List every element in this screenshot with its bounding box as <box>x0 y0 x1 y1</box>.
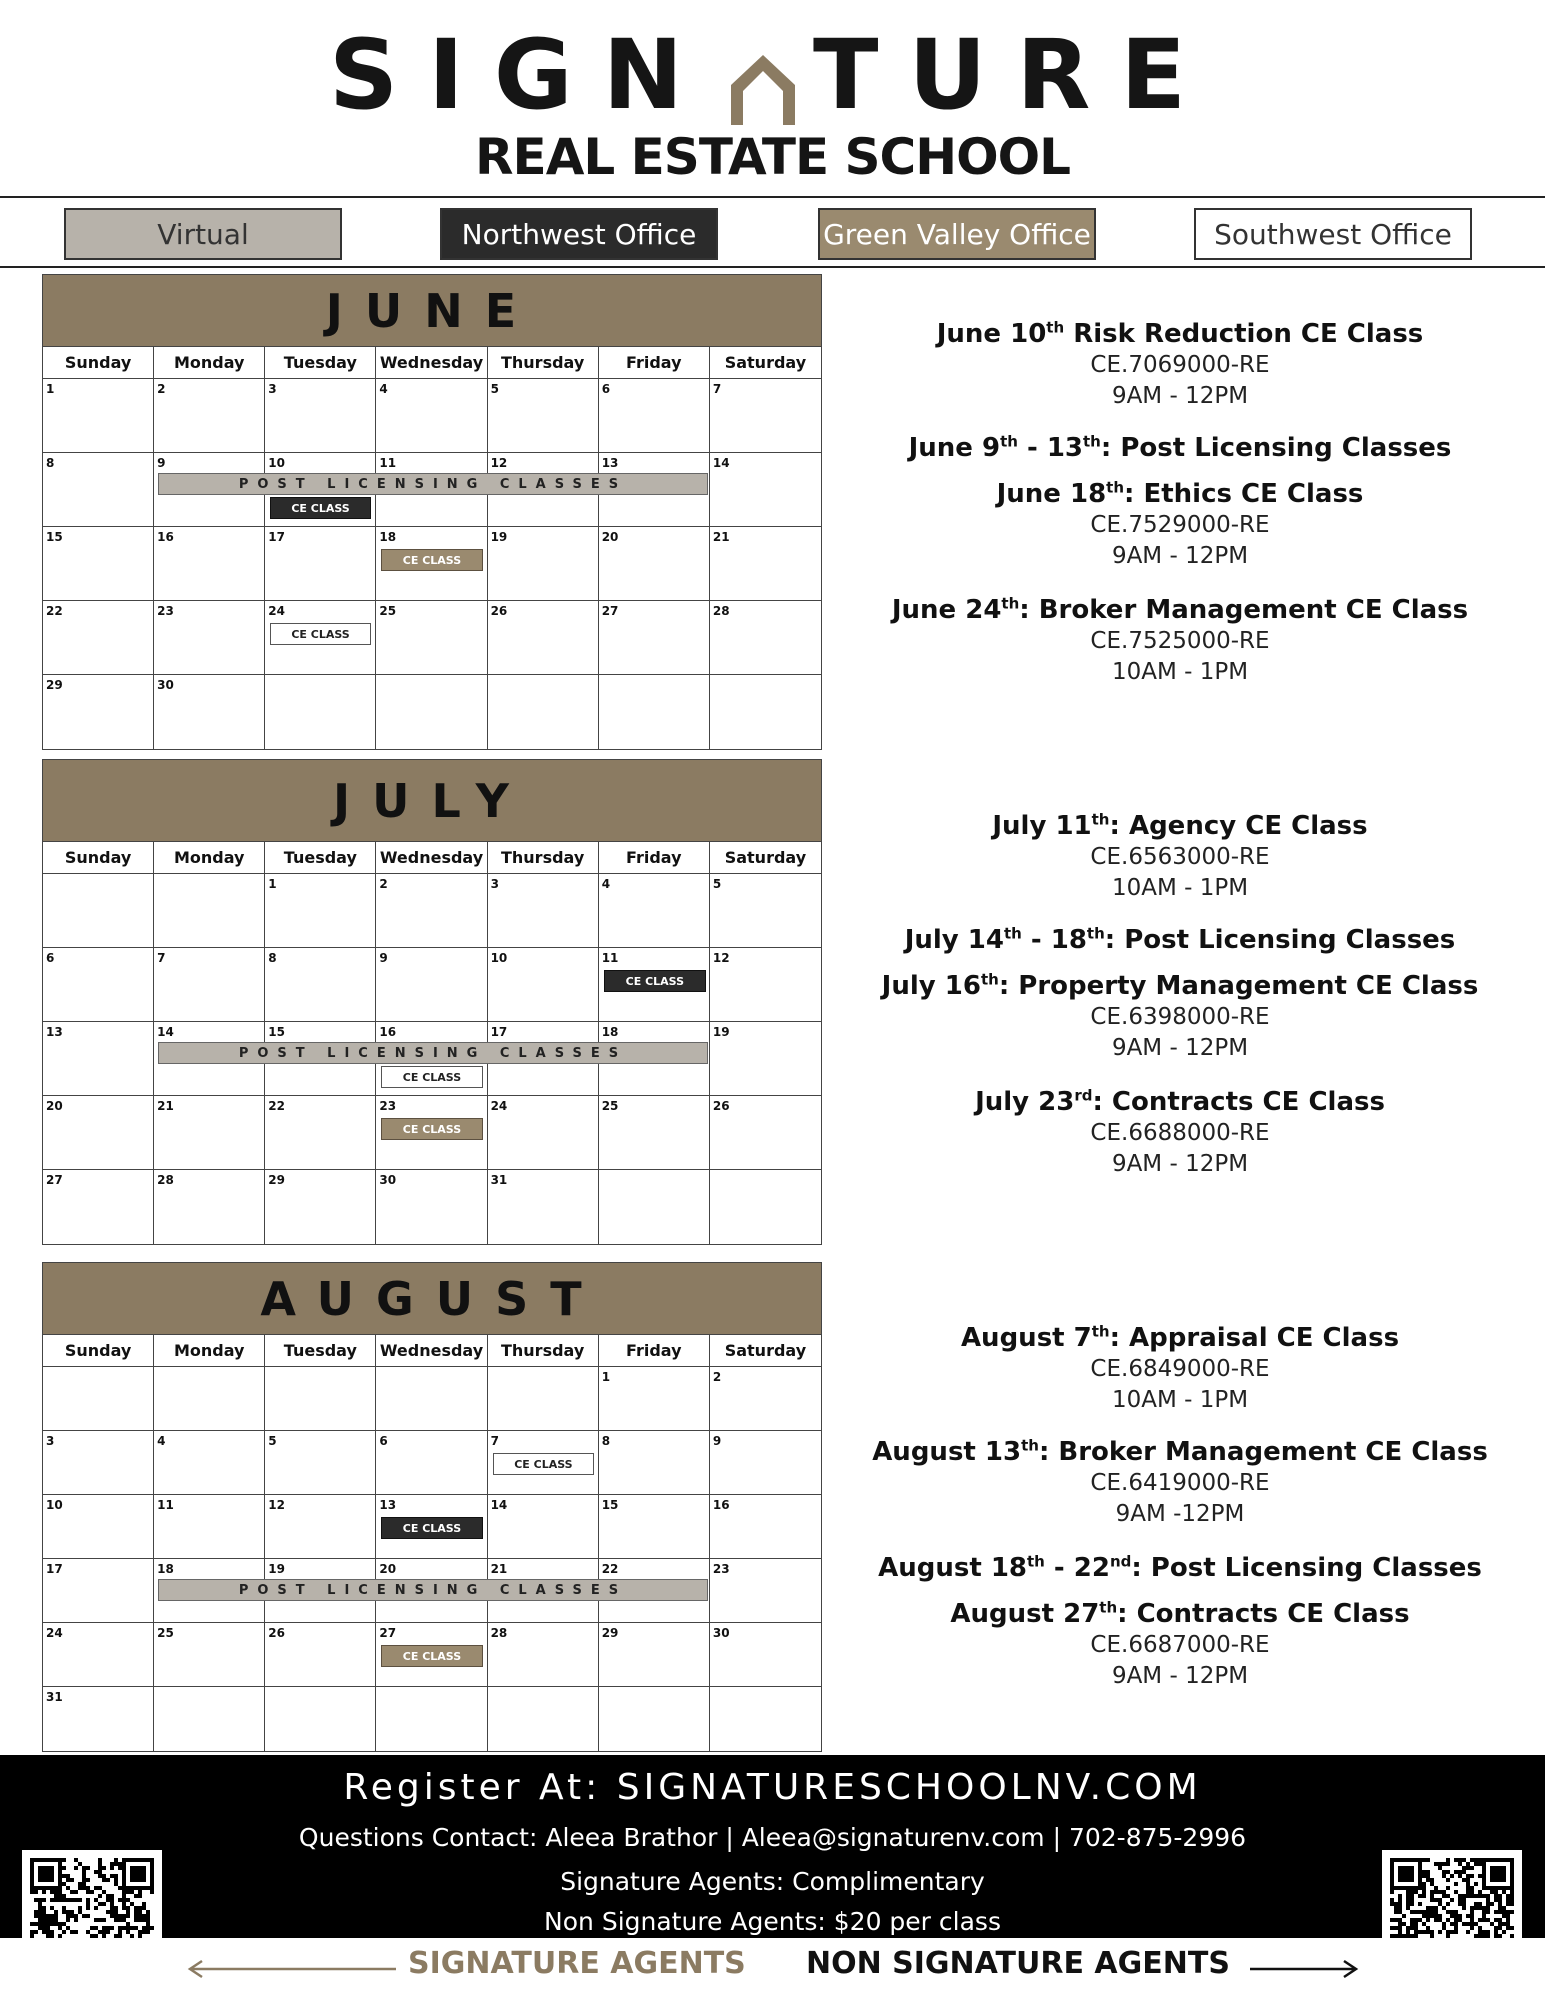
day-cell <box>43 874 154 948</box>
day-number: 18 <box>157 1562 174 1576</box>
day-number: 26 <box>490 604 508 618</box>
day-number: 5 <box>268 1434 277 1448</box>
event-code: CE.7525000-RE <box>1090 628 1270 654</box>
day-number: 31 <box>490 1173 508 1187</box>
signature-price: Signature Agents: Complimentary <box>560 1867 985 1896</box>
day-grid <box>43 379 821 749</box>
event-item <box>860 432 1500 464</box>
month-title: AUGUST <box>43 1263 821 1335</box>
event-title: August 7th: Appraisal CE Class <box>960 1322 1400 1353</box>
day-number: 15 <box>268 1025 285 1039</box>
logo <box>0 20 1545 186</box>
day-number: 24 <box>490 1099 508 1113</box>
events-august <box>860 1322 1500 1692</box>
arrow-right-icon <box>1250 1958 1360 1980</box>
weekday-tuesday: Tuesday <box>265 842 376 873</box>
day-cell <box>43 453 154 527</box>
weekday-tuesday: Tuesday <box>265 347 376 378</box>
day-cell <box>265 675 376 749</box>
day-cell <box>599 1623 710 1687</box>
day-cell <box>43 1096 154 1170</box>
day-cell <box>710 1559 821 1623</box>
day-cell <box>376 1687 487 1751</box>
day-cell <box>265 874 376 948</box>
day-cell <box>488 527 599 601</box>
day-number: 21 <box>157 1099 174 1113</box>
event-time: 9AM - 12PM <box>1111 1035 1249 1061</box>
day-cell <box>376 1367 487 1431</box>
event-title: July 14th - 18th: Post Licensing Classes <box>904 924 1456 955</box>
event-item <box>860 924 1500 956</box>
day-number: 2 <box>157 382 166 396</box>
divider <box>0 266 1545 268</box>
event-code: CE.6688000-RE <box>1090 1120 1270 1146</box>
day-number: 8 <box>601 1434 611 1448</box>
day-number: 13 <box>379 1498 397 1512</box>
day-cell <box>154 1367 265 1431</box>
event-code: CE.6398000-RE <box>1090 1004 1270 1030</box>
day-number: 14 <box>157 1025 174 1039</box>
day-number: 28 <box>490 1626 508 1640</box>
day-number: 11 <box>379 456 397 470</box>
day-number: 16 <box>379 1025 397 1039</box>
day-number: 6 <box>601 382 611 396</box>
day-cell <box>43 1170 154 1244</box>
event-item <box>860 1552 1500 1584</box>
day-number: 12 <box>712 951 730 965</box>
logo-right: TURE <box>813 19 1216 131</box>
day-number: 9 <box>379 951 388 965</box>
day-cell <box>710 675 821 749</box>
day-number: 24 <box>46 1626 63 1640</box>
event-title: August 27th: Contracts CE Class <box>950 1598 1410 1629</box>
day-number: 25 <box>157 1626 174 1640</box>
weekday-saturday: Saturday <box>724 848 807 867</box>
day-number: 27 <box>601 604 619 618</box>
non-signature-agents-label: NON SIGNATURE AGENTS <box>806 1946 1230 1981</box>
day-cell <box>599 527 710 601</box>
weekday-friday: Friday <box>599 347 710 378</box>
event-time: 9AM - 12PM <box>1111 383 1249 409</box>
day-cell <box>154 1170 265 1244</box>
day-number: 18 <box>379 530 397 544</box>
weekday-thursday: Thursday <box>488 1335 599 1366</box>
day-number: 10 <box>490 951 508 965</box>
event-title: August 18th - 22nd: Post Licensing Classes <box>878 1552 1482 1583</box>
weekday-thursday: Thursday <box>488 842 599 873</box>
calendar-august <box>42 1262 822 1752</box>
event-item <box>860 594 1500 688</box>
event-item <box>860 318 1500 412</box>
day-cell <box>154 601 265 675</box>
day-cell <box>599 601 710 675</box>
day-cell <box>265 1431 376 1495</box>
day-cell <box>154 675 265 749</box>
day-cell <box>43 675 154 749</box>
day-cell <box>43 1559 154 1623</box>
ce-class-badge: CE CLASS <box>381 1118 482 1140</box>
day-cell <box>488 948 599 1022</box>
day-cell <box>599 874 710 948</box>
day-cell <box>265 1687 376 1751</box>
day-cell <box>710 601 821 675</box>
event-item <box>860 810 1500 904</box>
day-number: 26 <box>268 1626 285 1640</box>
event-code: CE.6849000-RE <box>1090 1356 1270 1382</box>
day-grid <box>43 1367 821 1751</box>
event-title: June 9th - 13th: Post Licensing Classes <box>908 432 1452 463</box>
day-number: 27 <box>379 1626 397 1640</box>
register-text: Register At: SIGNATURESCHOOLNV.COM <box>343 1767 1202 1808</box>
day-cell <box>599 1687 710 1751</box>
day-number: 8 <box>268 951 277 965</box>
day-number: 29 <box>268 1173 285 1187</box>
day-number: 11 <box>157 1498 174 1512</box>
day-cell <box>599 1495 710 1559</box>
event-time: 9AM - 12PM <box>1111 1151 1249 1177</box>
day-number: 5 <box>712 877 722 891</box>
logo-wordmark <box>0 20 1545 130</box>
event-item <box>860 1436 1500 1530</box>
day-number: 4 <box>157 1434 166 1448</box>
post-licensing-bar: POST LICENSING CLASSES <box>158 1579 707 1601</box>
ce-class-badge: CE CLASS <box>493 1453 594 1475</box>
event-item <box>860 478 1500 572</box>
ce-class-badge: CE CLASS <box>270 623 371 645</box>
month-title: JUNE <box>43 275 821 347</box>
weekday-monday: Monday <box>154 347 265 378</box>
day-cell <box>710 1170 821 1244</box>
day-number: 11 <box>601 951 619 965</box>
day-number: 30 <box>712 1626 730 1640</box>
weekday-wednesday: Wednesday <box>376 1335 487 1366</box>
day-cell <box>154 948 265 1022</box>
day-number: 3 <box>490 877 499 891</box>
day-cell <box>43 527 154 601</box>
day-number: 19 <box>712 1025 730 1039</box>
weekday-friday: Friday <box>599 1335 710 1366</box>
day-number: 27 <box>46 1173 63 1187</box>
ce-class-badge: CE CLASS <box>270 497 371 519</box>
day-number: 20 <box>379 1562 397 1576</box>
agent-bar <box>0 1938 1545 2000</box>
event-item <box>860 1598 1500 1692</box>
day-number: 1 <box>601 1370 611 1384</box>
day-number: 2 <box>379 877 388 891</box>
day-cell <box>265 379 376 453</box>
day-cell <box>599 675 710 749</box>
day-number: 29 <box>46 678 63 692</box>
day-cell <box>376 601 487 675</box>
event-time: 9AM -12PM <box>1115 1501 1245 1527</box>
day-number: 23 <box>379 1099 397 1113</box>
day-cell <box>710 1495 821 1559</box>
weekday-monday: Monday <box>154 842 265 873</box>
day-cell <box>488 675 599 749</box>
day-number: 19 <box>490 530 508 544</box>
day-cell <box>265 527 376 601</box>
weekday-sunday: Sunday <box>43 347 154 378</box>
events-july <box>860 810 1500 1180</box>
location-legend <box>0 208 1545 260</box>
day-cell <box>488 1096 599 1170</box>
day-number: 15 <box>601 1498 619 1512</box>
day-cell <box>265 948 376 1022</box>
day-number: 5 <box>490 382 499 396</box>
day-cell <box>265 1623 376 1687</box>
day-number: 16 <box>712 1498 730 1512</box>
day-cell <box>488 1367 599 1431</box>
day-cell <box>599 379 710 453</box>
non-signature-price: Non Signature Agents: $20 per class <box>544 1907 1001 1936</box>
event-title: June 24th: Broker Management CE Class <box>891 594 1469 625</box>
calendar-june <box>42 274 822 750</box>
event-time: 9AM - 12PM <box>1111 543 1249 569</box>
event-code: CE.7069000-RE <box>1090 352 1270 378</box>
day-cell <box>599 1170 710 1244</box>
legend-northwest: Northwest Office <box>440 208 718 260</box>
day-number: 22 <box>268 1099 285 1113</box>
day-number: 6 <box>46 951 55 965</box>
day-number: 26 <box>712 1099 730 1113</box>
event-code: CE.6687000-RE <box>1090 1632 1270 1658</box>
month-title: JULY <box>43 760 821 842</box>
events-june <box>860 318 1500 688</box>
event-time: 9AM - 12PM <box>1111 1663 1249 1689</box>
day-number: 15 <box>46 530 63 544</box>
calendar-july <box>42 759 822 1245</box>
day-cell <box>265 1367 376 1431</box>
day-cell <box>599 1096 710 1170</box>
weekday-saturday: Saturday <box>724 1341 807 1360</box>
day-cell <box>376 379 487 453</box>
event-title: July 11th: Agency CE Class <box>992 810 1368 841</box>
logo-subtitle: REAL ESTATE SCHOOL <box>475 128 1070 186</box>
day-cell <box>43 1367 154 1431</box>
day-number: 28 <box>712 604 730 618</box>
day-cell <box>376 1431 487 1495</box>
day-number: 30 <box>157 678 174 692</box>
day-number: 7 <box>712 382 722 396</box>
event-title: July 16th: Property Management CE Class <box>881 970 1479 1001</box>
day-cell <box>43 948 154 1022</box>
day-number: 23 <box>157 604 174 618</box>
event-item <box>860 1322 1500 1416</box>
day-number: 18 <box>601 1025 619 1039</box>
day-number: 21 <box>490 1562 508 1576</box>
arrow-left-icon <box>186 1958 396 1980</box>
day-cell <box>710 874 821 948</box>
weekday-tuesday: Tuesday <box>265 1335 376 1366</box>
day-number: 22 <box>46 604 63 618</box>
day-cell <box>488 1170 599 1244</box>
day-number: 2 <box>712 1370 722 1384</box>
day-number: 17 <box>490 1025 508 1039</box>
day-cell <box>710 948 821 1022</box>
weekday-header <box>43 1335 821 1367</box>
event-time: 10AM - 1PM <box>1111 659 1249 685</box>
day-number: 9 <box>157 456 166 470</box>
day-cell <box>43 601 154 675</box>
post-licensing-bar: POST LICENSING CLASSES <box>158 1042 707 1064</box>
day-number: 7 <box>490 1434 499 1448</box>
legend-green-valley: Green Valley Office <box>818 208 1096 260</box>
day-number: 16 <box>157 530 174 544</box>
day-number: 19 <box>268 1562 285 1576</box>
day-number: 20 <box>601 530 619 544</box>
day-cell <box>710 1623 821 1687</box>
day-number: 28 <box>157 1173 174 1187</box>
day-cell <box>710 453 821 527</box>
day-number: 23 <box>712 1562 730 1576</box>
event-code: CE.6419000-RE <box>1090 1470 1270 1496</box>
weekday-header <box>43 842 821 874</box>
day-number: 21 <box>712 530 730 544</box>
day-cell <box>376 874 487 948</box>
day-number: 13 <box>46 1025 63 1039</box>
day-cell <box>154 1431 265 1495</box>
day-number: 3 <box>46 1434 55 1448</box>
day-cell <box>43 1687 154 1751</box>
weekday-sunday: Sunday <box>43 842 154 873</box>
day-cell <box>43 1623 154 1687</box>
weekday-sunday: Sunday <box>43 1335 154 1366</box>
day-number: 4 <box>601 877 611 891</box>
day-cell <box>154 527 265 601</box>
day-cell <box>265 1096 376 1170</box>
day-cell <box>710 1431 821 1495</box>
weekday-thursday: Thursday <box>488 347 599 378</box>
weekday-saturday: Saturday <box>724 353 807 372</box>
day-number: 9 <box>712 1434 722 1448</box>
day-number: 17 <box>268 530 285 544</box>
day-number: 6 <box>379 1434 388 1448</box>
day-cell <box>710 1687 821 1751</box>
day-number: 1 <box>46 382 55 396</box>
event-code: CE.6563000-RE <box>1090 844 1270 870</box>
day-cell <box>488 601 599 675</box>
day-cell <box>43 1022 154 1096</box>
day-number: 8 <box>46 456 55 470</box>
day-number: 12 <box>490 456 508 470</box>
day-number: 13 <box>601 456 619 470</box>
day-cell <box>710 1096 821 1170</box>
day-cell <box>710 1022 821 1096</box>
event-time: 10AM - 1PM <box>1111 1387 1249 1413</box>
contact-text: Questions Contact: Aleea Brathor | Aleea@signaturenv.com | 702-875-2996 <box>298 1823 1247 1852</box>
day-cell <box>154 379 265 453</box>
day-number: 14 <box>490 1498 508 1512</box>
ce-class-badge: CE CLASS <box>381 549 482 571</box>
weekday-header <box>43 347 821 379</box>
day-cell <box>710 527 821 601</box>
event-item <box>860 1086 1500 1180</box>
day-cell <box>488 1623 599 1687</box>
legend-southwest: Southwest Office <box>1194 208 1472 260</box>
day-cell <box>710 1367 821 1431</box>
day-number: 31 <box>46 1690 63 1704</box>
event-title: July 23rd: Contracts CE Class <box>975 1086 1385 1117</box>
day-cell <box>599 1431 710 1495</box>
day-cell <box>488 1687 599 1751</box>
day-number: 30 <box>379 1173 397 1187</box>
divider <box>0 196 1545 198</box>
day-number: 10 <box>46 1498 63 1512</box>
day-number: 3 <box>268 382 277 396</box>
day-cell <box>376 948 487 1022</box>
day-number: 7 <box>157 951 166 965</box>
day-cell <box>265 1170 376 1244</box>
event-item <box>860 970 1500 1064</box>
weekday-friday: Friday <box>599 842 710 873</box>
day-cell <box>43 1495 154 1559</box>
day-cell <box>43 379 154 453</box>
day-number: 29 <box>601 1626 619 1640</box>
post-licensing-bar: POST LICENSING CLASSES <box>158 473 707 495</box>
day-number: 12 <box>268 1498 285 1512</box>
day-cell <box>488 874 599 948</box>
event-title: June 18th: Ethics CE Class <box>996 478 1364 509</box>
day-number: 4 <box>379 382 388 396</box>
day-cell <box>154 1096 265 1170</box>
day-cell <box>376 1170 487 1244</box>
day-cell <box>710 379 821 453</box>
house-roof-icon <box>727 37 799 113</box>
logo-left: SIGN <box>329 19 714 131</box>
ce-class-badge: CE CLASS <box>381 1066 482 1088</box>
day-number: 10 <box>268 456 285 470</box>
day-cell <box>265 1495 376 1559</box>
day-cell <box>43 1431 154 1495</box>
day-number: 22 <box>601 1562 619 1576</box>
ce-class-badge: CE CLASS <box>381 1517 482 1539</box>
event-time: 10AM - 1PM <box>1111 875 1249 901</box>
day-number: 25 <box>379 604 397 618</box>
day-cell <box>154 1687 265 1751</box>
day-cell <box>488 1495 599 1559</box>
day-number: 20 <box>46 1099 63 1113</box>
day-number: 25 <box>601 1099 619 1113</box>
day-number: 14 <box>712 456 730 470</box>
weekday-wednesday: Wednesday <box>376 842 487 873</box>
day-cell <box>154 874 265 948</box>
weekday-wednesday: Wednesday <box>376 347 487 378</box>
day-cell <box>599 1367 710 1431</box>
event-title: June 10th Risk Reduction CE Class <box>936 318 1424 349</box>
day-grid <box>43 874 821 1244</box>
day-number: 24 <box>268 604 285 618</box>
legend-virtual: Virtual <box>64 208 342 260</box>
day-number: 17 <box>46 1562 63 1576</box>
day-number: 1 <box>268 877 277 891</box>
day-cell <box>488 379 599 453</box>
day-cell <box>376 675 487 749</box>
ce-class-badge: CE CLASS <box>604 970 705 992</box>
ce-class-badge: CE CLASS <box>381 1645 482 1667</box>
day-cell <box>154 1623 265 1687</box>
event-title: August 13th: Broker Management CE Class <box>872 1436 1488 1467</box>
day-cell <box>154 1495 265 1559</box>
event-code: CE.7529000-RE <box>1090 512 1270 538</box>
weekday-monday: Monday <box>154 1335 265 1366</box>
signature-agents-label: SIGNATURE AGENTS <box>408 1946 746 1981</box>
